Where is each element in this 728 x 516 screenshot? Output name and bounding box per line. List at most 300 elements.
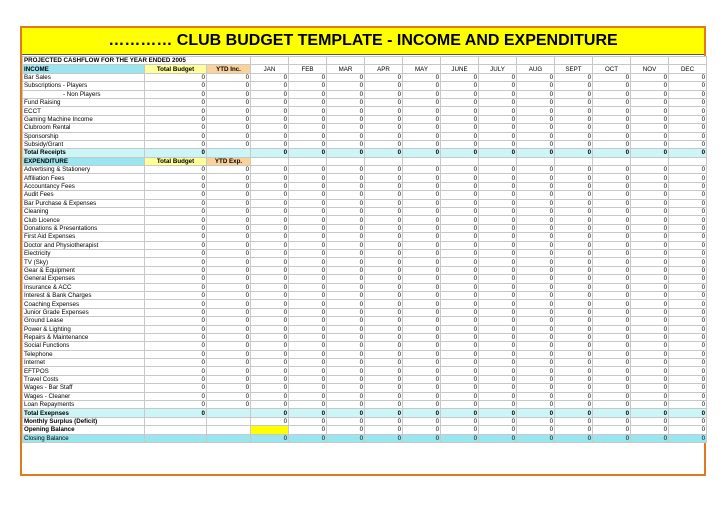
month-cell[interactable]: 0 bbox=[517, 291, 555, 299]
month-cell[interactable]: 0 bbox=[289, 308, 327, 316]
month-cell[interactable] bbox=[251, 426, 289, 434]
budget-cell[interactable]: 0 bbox=[145, 308, 207, 316]
ytd-cell[interactable]: 0 bbox=[207, 384, 251, 392]
budget-cell[interactable]: 0 bbox=[145, 233, 207, 241]
month-cell[interactable]: 0 bbox=[289, 291, 327, 299]
month-cell[interactable]: 0 bbox=[289, 401, 327, 409]
ytd-cell[interactable]: 0 bbox=[207, 342, 251, 350]
month-cell[interactable]: 0 bbox=[365, 409, 403, 417]
month-cell[interactable]: 0 bbox=[517, 82, 555, 90]
month-cell[interactable]: 0 bbox=[441, 191, 479, 199]
month-cell[interactable]: 0 bbox=[669, 342, 707, 350]
ytd-cell[interactable]: 0 bbox=[207, 90, 251, 98]
month-cell[interactable]: 0 bbox=[403, 174, 441, 182]
month-cell[interactable]: 0 bbox=[289, 73, 327, 81]
month-cell[interactable]: 0 bbox=[631, 115, 669, 123]
month-cell[interactable]: 0 bbox=[555, 124, 593, 132]
month-cell[interactable]: 0 bbox=[631, 367, 669, 375]
month-cell[interactable]: 0 bbox=[669, 174, 707, 182]
month-cell[interactable]: 0 bbox=[593, 208, 631, 216]
month-cell[interactable]: 0 bbox=[631, 417, 669, 425]
month-cell[interactable]: 0 bbox=[441, 359, 479, 367]
month-cell[interactable]: 0 bbox=[365, 325, 403, 333]
month-cell[interactable]: 0 bbox=[251, 384, 289, 392]
month-cell[interactable]: 0 bbox=[631, 124, 669, 132]
month-cell[interactable]: 0 bbox=[251, 241, 289, 249]
month-cell[interactable]: 0 bbox=[631, 73, 669, 81]
month-cell[interactable]: 0 bbox=[593, 275, 631, 283]
month-cell[interactable]: 0 bbox=[441, 350, 479, 358]
month-cell[interactable]: 0 bbox=[631, 208, 669, 216]
ytd-cell[interactable]: 0 bbox=[207, 308, 251, 316]
ytd-cell[interactable]: 0 bbox=[207, 224, 251, 232]
month-cell[interactable]: 0 bbox=[441, 199, 479, 207]
month-cell[interactable]: 0 bbox=[669, 291, 707, 299]
month-cell[interactable]: 0 bbox=[289, 434, 327, 442]
ytd-cell[interactable]: 0 bbox=[207, 132, 251, 140]
month-cell[interactable]: 0 bbox=[403, 359, 441, 367]
month-cell[interactable]: 0 bbox=[555, 90, 593, 98]
month-cell[interactable]: 0 bbox=[289, 342, 327, 350]
month-cell[interactable]: 0 bbox=[251, 233, 289, 241]
month-cell[interactable]: 0 bbox=[517, 283, 555, 291]
month-cell[interactable]: 0 bbox=[593, 258, 631, 266]
month-cell[interactable]: 0 bbox=[251, 149, 289, 157]
month-cell[interactable]: 0 bbox=[365, 367, 403, 375]
month-cell[interactable]: 0 bbox=[251, 73, 289, 81]
budget-cell[interactable]: 0 bbox=[145, 115, 207, 123]
month-cell[interactable]: 0 bbox=[669, 350, 707, 358]
month-cell[interactable]: 0 bbox=[669, 98, 707, 106]
month-cell[interactable]: 0 bbox=[365, 291, 403, 299]
month-cell[interactable]: 0 bbox=[403, 434, 441, 442]
month-cell[interactable]: 0 bbox=[631, 308, 669, 316]
month-cell[interactable]: 0 bbox=[593, 216, 631, 224]
month-cell[interactable]: 0 bbox=[289, 90, 327, 98]
month-cell[interactable]: 0 bbox=[593, 149, 631, 157]
month-cell[interactable]: 0 bbox=[669, 333, 707, 341]
month-cell[interactable]: 0 bbox=[327, 317, 365, 325]
month-cell[interactable]: 0 bbox=[555, 115, 593, 123]
month-cell[interactable]: 0 bbox=[289, 124, 327, 132]
month-cell[interactable]: 0 bbox=[289, 417, 327, 425]
month-cell[interactable]: 0 bbox=[631, 174, 669, 182]
month-cell[interactable]: 0 bbox=[631, 434, 669, 442]
month-cell[interactable]: 0 bbox=[479, 333, 517, 341]
month-cell[interactable]: 0 bbox=[403, 124, 441, 132]
month-cell[interactable]: 0 bbox=[289, 359, 327, 367]
month-cell[interactable]: 0 bbox=[631, 132, 669, 140]
month-cell[interactable]: 0 bbox=[631, 283, 669, 291]
month-cell[interactable]: 0 bbox=[669, 275, 707, 283]
month-cell[interactable]: 0 bbox=[555, 149, 593, 157]
month-cell[interactable]: 0 bbox=[403, 375, 441, 383]
ytd-cell[interactable]: 0 bbox=[207, 291, 251, 299]
month-cell[interactable]: 0 bbox=[441, 283, 479, 291]
month-cell[interactable]: 0 bbox=[517, 241, 555, 249]
month-cell[interactable]: 0 bbox=[479, 249, 517, 257]
month-cell[interactable]: 0 bbox=[327, 384, 365, 392]
month-cell[interactable]: 0 bbox=[365, 90, 403, 98]
month-cell[interactable]: 0 bbox=[555, 249, 593, 257]
month-cell[interactable]: 0 bbox=[365, 384, 403, 392]
month-cell[interactable]: 0 bbox=[403, 426, 441, 434]
month-cell[interactable]: 0 bbox=[555, 375, 593, 383]
month-cell[interactable]: 0 bbox=[403, 275, 441, 283]
month-cell[interactable]: 0 bbox=[327, 140, 365, 148]
month-cell[interactable]: 0 bbox=[441, 409, 479, 417]
month-cell[interactable]: 0 bbox=[517, 107, 555, 115]
month-cell[interactable]: 0 bbox=[327, 392, 365, 400]
month-cell[interactable]: 0 bbox=[593, 124, 631, 132]
month-cell[interactable]: 0 bbox=[631, 333, 669, 341]
ytd-cell[interactable]: 0 bbox=[207, 208, 251, 216]
month-cell[interactable]: 0 bbox=[631, 375, 669, 383]
month-cell[interactable]: 0 bbox=[669, 224, 707, 232]
month-cell[interactable]: 0 bbox=[517, 249, 555, 257]
month-cell[interactable]: 0 bbox=[631, 401, 669, 409]
month-cell[interactable]: 0 bbox=[441, 249, 479, 257]
ytd-cell[interactable]: 0 bbox=[207, 182, 251, 190]
month-cell[interactable]: 0 bbox=[593, 375, 631, 383]
month-cell[interactable]: 0 bbox=[289, 149, 327, 157]
ytd-cell[interactable]: 0 bbox=[207, 249, 251, 257]
month-cell[interactable]: 0 bbox=[403, 182, 441, 190]
month-cell[interactable]: 0 bbox=[555, 417, 593, 425]
month-cell[interactable]: 0 bbox=[669, 182, 707, 190]
month-cell[interactable]: 0 bbox=[631, 98, 669, 106]
month-cell[interactable]: 0 bbox=[593, 115, 631, 123]
month-cell[interactable]: 0 bbox=[517, 140, 555, 148]
month-cell[interactable]: 0 bbox=[631, 300, 669, 308]
month-cell[interactable]: 0 bbox=[365, 98, 403, 106]
ytd-cell[interactable]: 0 bbox=[207, 367, 251, 375]
month-cell[interactable]: 0 bbox=[555, 140, 593, 148]
month-cell[interactable]: 0 bbox=[441, 216, 479, 224]
month-cell[interactable]: 0 bbox=[251, 392, 289, 400]
month-cell[interactable]: 0 bbox=[251, 166, 289, 174]
budget-cell[interactable]: 0 bbox=[145, 82, 207, 90]
month-cell[interactable]: 0 bbox=[365, 224, 403, 232]
month-cell[interactable]: 0 bbox=[365, 350, 403, 358]
month-cell[interactable]: 0 bbox=[251, 182, 289, 190]
month-cell[interactable]: 0 bbox=[479, 140, 517, 148]
month-cell[interactable]: 0 bbox=[669, 107, 707, 115]
month-cell[interactable]: 0 bbox=[289, 115, 327, 123]
month-cell[interactable]: 0 bbox=[479, 132, 517, 140]
month-cell[interactable]: 0 bbox=[517, 216, 555, 224]
ytd-cell[interactable]: 0 bbox=[207, 233, 251, 241]
month-cell[interactable]: 0 bbox=[289, 224, 327, 232]
month-cell[interactable]: 0 bbox=[517, 149, 555, 157]
month-cell[interactable]: 0 bbox=[327, 199, 365, 207]
month-cell[interactable]: 0 bbox=[631, 82, 669, 90]
month-cell[interactable]: 0 bbox=[327, 90, 365, 98]
month-cell[interactable]: 0 bbox=[327, 249, 365, 257]
month-cell[interactable]: 0 bbox=[555, 241, 593, 249]
month-cell[interactable]: 0 bbox=[327, 132, 365, 140]
month-cell[interactable]: 0 bbox=[479, 182, 517, 190]
month-cell[interactable]: 0 bbox=[479, 73, 517, 81]
ytd-cell[interactable]: 0 bbox=[207, 325, 251, 333]
month-cell[interactable]: 0 bbox=[251, 249, 289, 257]
ytd-cell[interactable]: 0 bbox=[207, 140, 251, 148]
month-cell[interactable]: 0 bbox=[479, 359, 517, 367]
month-cell[interactable]: 0 bbox=[631, 275, 669, 283]
month-cell[interactable]: 0 bbox=[631, 149, 669, 157]
month-cell[interactable]: 0 bbox=[327, 426, 365, 434]
month-cell[interactable]: 0 bbox=[555, 107, 593, 115]
month-cell[interactable]: 0 bbox=[289, 333, 327, 341]
month-cell[interactable]: 0 bbox=[289, 367, 327, 375]
month-cell[interactable]: 0 bbox=[517, 182, 555, 190]
month-cell[interactable]: 0 bbox=[289, 208, 327, 216]
month-cell[interactable]: 0 bbox=[441, 375, 479, 383]
budget-cell[interactable]: 0 bbox=[145, 359, 207, 367]
month-cell[interactable]: 0 bbox=[251, 317, 289, 325]
month-cell[interactable]: 0 bbox=[403, 249, 441, 257]
month-cell[interactable]: 0 bbox=[555, 392, 593, 400]
month-cell[interactable]: 0 bbox=[403, 350, 441, 358]
month-cell[interactable]: 0 bbox=[593, 359, 631, 367]
month-cell[interactable]: 0 bbox=[365, 308, 403, 316]
month-cell[interactable]: 0 bbox=[365, 283, 403, 291]
month-cell[interactable]: 0 bbox=[441, 317, 479, 325]
month-cell[interactable]: 0 bbox=[327, 182, 365, 190]
month-cell[interactable]: 0 bbox=[441, 208, 479, 216]
month-cell[interactable]: 0 bbox=[327, 359, 365, 367]
budget-cell[interactable]: 0 bbox=[145, 300, 207, 308]
month-cell[interactable]: 0 bbox=[479, 375, 517, 383]
month-cell[interactable]: 0 bbox=[403, 392, 441, 400]
month-cell[interactable]: 0 bbox=[365, 359, 403, 367]
month-cell[interactable]: 0 bbox=[555, 258, 593, 266]
month-cell[interactable]: 0 bbox=[593, 266, 631, 274]
month-cell[interactable]: 0 bbox=[555, 426, 593, 434]
month-cell[interactable]: 0 bbox=[289, 166, 327, 174]
month-cell[interactable]: 0 bbox=[669, 266, 707, 274]
month-cell[interactable]: 0 bbox=[365, 107, 403, 115]
ytd-cell[interactable]: 0 bbox=[207, 124, 251, 132]
month-cell[interactable]: 0 bbox=[289, 182, 327, 190]
budget-cell[interactable]: 0 bbox=[145, 367, 207, 375]
month-cell[interactable]: 0 bbox=[555, 82, 593, 90]
month-cell[interactable]: 0 bbox=[517, 199, 555, 207]
month-cell[interactable]: 0 bbox=[441, 367, 479, 375]
month-cell[interactable]: 0 bbox=[327, 149, 365, 157]
month-cell[interactable]: 0 bbox=[251, 325, 289, 333]
month-cell[interactable]: 0 bbox=[669, 140, 707, 148]
month-cell[interactable]: 0 bbox=[593, 342, 631, 350]
month-cell[interactable]: 0 bbox=[555, 350, 593, 358]
month-cell[interactable]: 0 bbox=[479, 325, 517, 333]
ytd-cell[interactable]: 0 bbox=[207, 392, 251, 400]
month-cell[interactable]: 0 bbox=[365, 174, 403, 182]
month-cell[interactable]: 0 bbox=[289, 275, 327, 283]
month-cell[interactable]: 0 bbox=[365, 401, 403, 409]
month-cell[interactable]: 0 bbox=[517, 115, 555, 123]
ytd-cell[interactable]: 0 bbox=[207, 191, 251, 199]
budget-cell[interactable]: 0 bbox=[145, 275, 207, 283]
ytd-cell[interactable]: 0 bbox=[207, 300, 251, 308]
month-cell[interactable]: 0 bbox=[365, 317, 403, 325]
month-cell[interactable]: 0 bbox=[517, 191, 555, 199]
month-cell[interactable]: 0 bbox=[251, 124, 289, 132]
month-cell[interactable]: 0 bbox=[289, 317, 327, 325]
month-cell[interactable]: 0 bbox=[441, 300, 479, 308]
month-cell[interactable]: 0 bbox=[441, 401, 479, 409]
ytd-cell[interactable]: 0 bbox=[207, 166, 251, 174]
month-cell[interactable]: 0 bbox=[555, 283, 593, 291]
month-cell[interactable]: 0 bbox=[441, 115, 479, 123]
month-cell[interactable]: 0 bbox=[669, 115, 707, 123]
month-cell[interactable]: 0 bbox=[327, 434, 365, 442]
month-cell[interactable]: 0 bbox=[669, 367, 707, 375]
month-cell[interactable]: 0 bbox=[555, 434, 593, 442]
month-cell[interactable]: 0 bbox=[517, 342, 555, 350]
month-cell[interactable]: 0 bbox=[403, 333, 441, 341]
month-cell[interactable]: 0 bbox=[289, 132, 327, 140]
month-cell[interactable]: 0 bbox=[479, 90, 517, 98]
month-cell[interactable]: 0 bbox=[327, 208, 365, 216]
month-cell[interactable]: 0 bbox=[669, 426, 707, 434]
month-cell[interactable]: 0 bbox=[479, 258, 517, 266]
month-cell[interactable]: 0 bbox=[517, 174, 555, 182]
month-cell[interactable]: 0 bbox=[289, 199, 327, 207]
month-cell[interactable]: 0 bbox=[441, 434, 479, 442]
month-cell[interactable]: 0 bbox=[365, 140, 403, 148]
month-cell[interactable]: 0 bbox=[593, 333, 631, 341]
month-cell[interactable]: 0 bbox=[365, 73, 403, 81]
month-cell[interactable]: 0 bbox=[251, 359, 289, 367]
month-cell[interactable]: 0 bbox=[327, 73, 365, 81]
month-cell[interactable]: 0 bbox=[593, 224, 631, 232]
month-cell[interactable]: 0 bbox=[251, 258, 289, 266]
month-cell[interactable]: 0 bbox=[251, 266, 289, 274]
month-cell[interactable]: 0 bbox=[517, 233, 555, 241]
month-cell[interactable]: 0 bbox=[403, 300, 441, 308]
month-cell[interactable]: 0 bbox=[631, 384, 669, 392]
month-cell[interactable]: 0 bbox=[289, 426, 327, 434]
month-cell[interactable]: 0 bbox=[631, 182, 669, 190]
month-cell[interactable]: 0 bbox=[517, 308, 555, 316]
month-cell[interactable]: 0 bbox=[479, 107, 517, 115]
month-cell[interactable]: 0 bbox=[251, 409, 289, 417]
month-cell[interactable]: 0 bbox=[403, 266, 441, 274]
month-cell[interactable]: 0 bbox=[669, 317, 707, 325]
month-cell[interactable]: 0 bbox=[403, 98, 441, 106]
month-cell[interactable]: 0 bbox=[593, 283, 631, 291]
month-cell[interactable]: 0 bbox=[479, 283, 517, 291]
month-cell[interactable]: 0 bbox=[327, 367, 365, 375]
month-cell[interactable]: 0 bbox=[555, 401, 593, 409]
month-cell[interactable]: 0 bbox=[289, 350, 327, 358]
month-cell[interactable]: 0 bbox=[289, 233, 327, 241]
month-cell[interactable]: 0 bbox=[631, 426, 669, 434]
month-cell[interactable]: 0 bbox=[479, 191, 517, 199]
month-cell[interactable]: 0 bbox=[479, 434, 517, 442]
month-cell[interactable]: 0 bbox=[327, 291, 365, 299]
month-cell[interactable]: 0 bbox=[365, 182, 403, 190]
ytd-cell[interactable]: 0 bbox=[207, 174, 251, 182]
month-cell[interactable]: 0 bbox=[593, 182, 631, 190]
month-cell[interactable]: 0 bbox=[441, 333, 479, 341]
month-cell[interactable]: 0 bbox=[441, 325, 479, 333]
month-cell[interactable]: 0 bbox=[479, 149, 517, 157]
month-cell[interactable]: 0 bbox=[555, 73, 593, 81]
month-cell[interactable]: 0 bbox=[479, 241, 517, 249]
ytd-cell[interactable]: 0 bbox=[207, 258, 251, 266]
month-cell[interactable]: 0 bbox=[669, 166, 707, 174]
month-cell[interactable]: 0 bbox=[593, 241, 631, 249]
month-cell[interactable]: 0 bbox=[479, 124, 517, 132]
month-cell[interactable]: 0 bbox=[403, 132, 441, 140]
month-cell[interactable]: 0 bbox=[327, 82, 365, 90]
ytd-cell[interactable]: 0 bbox=[207, 199, 251, 207]
month-cell[interactable]: 0 bbox=[251, 191, 289, 199]
month-cell[interactable]: 0 bbox=[517, 426, 555, 434]
month-cell[interactable]: 0 bbox=[327, 124, 365, 132]
month-cell[interactable]: 0 bbox=[365, 333, 403, 341]
budget-cell[interactable]: 0 bbox=[145, 317, 207, 325]
month-cell[interactable]: 0 bbox=[669, 392, 707, 400]
month-cell[interactable]: 0 bbox=[517, 384, 555, 392]
month-cell[interactable]: 0 bbox=[251, 342, 289, 350]
month-cell[interactable]: 0 bbox=[631, 199, 669, 207]
month-cell[interactable]: 0 bbox=[555, 266, 593, 274]
month-cell[interactable]: 0 bbox=[669, 384, 707, 392]
month-cell[interactable]: 0 bbox=[669, 359, 707, 367]
month-cell[interactable]: 0 bbox=[289, 392, 327, 400]
month-cell[interactable]: 0 bbox=[365, 233, 403, 241]
month-cell[interactable]: 0 bbox=[251, 275, 289, 283]
month-cell[interactable]: 0 bbox=[441, 417, 479, 425]
month-cell[interactable]: 0 bbox=[327, 191, 365, 199]
month-cell[interactable]: 0 bbox=[365, 275, 403, 283]
month-cell[interactable]: 0 bbox=[669, 241, 707, 249]
month-cell[interactable]: 0 bbox=[631, 107, 669, 115]
ytd-cell[interactable]: 0 bbox=[207, 241, 251, 249]
month-cell[interactable]: 0 bbox=[441, 308, 479, 316]
budget-cell[interactable]: 0 bbox=[145, 73, 207, 81]
month-cell[interactable]: 0 bbox=[327, 308, 365, 316]
month-cell[interactable]: 0 bbox=[327, 266, 365, 274]
month-cell[interactable]: 0 bbox=[479, 317, 517, 325]
month-cell[interactable]: 0 bbox=[365, 191, 403, 199]
month-cell[interactable]: 0 bbox=[669, 216, 707, 224]
month-cell[interactable]: 0 bbox=[517, 392, 555, 400]
month-cell[interactable]: 0 bbox=[403, 283, 441, 291]
month-cell[interactable]: 0 bbox=[441, 258, 479, 266]
month-cell[interactable]: 0 bbox=[327, 174, 365, 182]
month-cell[interactable]: 0 bbox=[517, 166, 555, 174]
month-cell[interactable]: 0 bbox=[631, 224, 669, 232]
month-cell[interactable]: 0 bbox=[631, 317, 669, 325]
month-cell[interactable]: 0 bbox=[441, 233, 479, 241]
month-cell[interactable]: 0 bbox=[327, 342, 365, 350]
month-cell[interactable]: 0 bbox=[593, 300, 631, 308]
month-cell[interactable]: 0 bbox=[517, 73, 555, 81]
month-cell[interactable]: 0 bbox=[631, 90, 669, 98]
month-cell[interactable]: 0 bbox=[403, 409, 441, 417]
ytd-cell[interactable]: 0 bbox=[207, 115, 251, 123]
month-cell[interactable]: 0 bbox=[289, 300, 327, 308]
month-cell[interactable]: 0 bbox=[365, 241, 403, 249]
month-cell[interactable]: 0 bbox=[251, 115, 289, 123]
month-cell[interactable]: 0 bbox=[251, 107, 289, 115]
month-cell[interactable]: 0 bbox=[479, 166, 517, 174]
budget-cell[interactable]: 0 bbox=[145, 132, 207, 140]
